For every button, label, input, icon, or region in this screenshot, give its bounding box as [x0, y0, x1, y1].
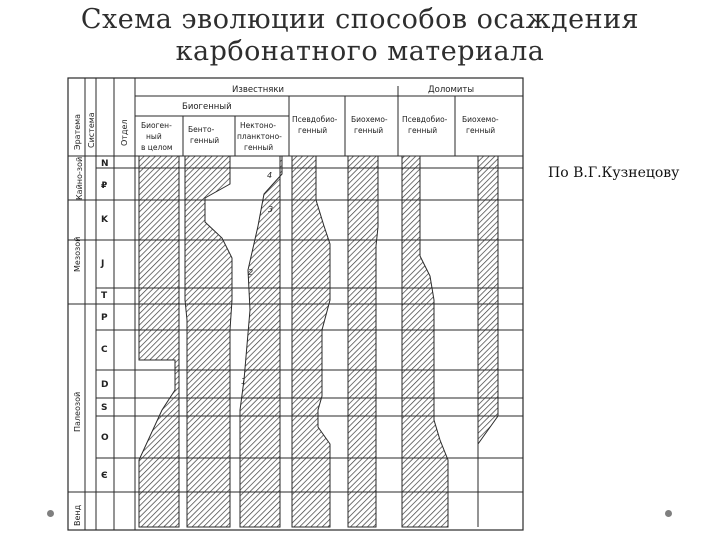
svg-text:генный: генный [244, 143, 274, 152]
header-eratema: Эратема [73, 113, 82, 150]
group-limestones: Известняки [232, 85, 285, 95]
svg-text:C: C [101, 345, 108, 355]
svg-text:3: 3 [268, 205, 274, 214]
svg-text:Биоген-: Биоген- [141, 121, 172, 130]
svg-text:генный: генный [466, 126, 496, 135]
svg-text:Биохемо-: Биохемо- [462, 115, 499, 124]
svg-text:генный: генный [190, 136, 220, 145]
slide-nav-dot-left [47, 510, 54, 517]
group-dolomites: Доломиты [428, 85, 475, 95]
era-label-cenozoic: Кайно-зой [75, 156, 84, 200]
svg-text:4: 4 [267, 171, 273, 180]
svg-text:1: 1 [241, 377, 247, 386]
svg-text:планктоно-: планктоно- [237, 132, 282, 141]
svg-text:D: D [101, 380, 109, 390]
svg-text:O: O [101, 433, 109, 443]
svg-text:N: N [101, 159, 109, 169]
svg-text:K: K [101, 215, 108, 225]
svg-text:генный: генный [408, 126, 438, 135]
column-biochemogenic-lime-shape [348, 156, 378, 527]
header-system: Система [87, 112, 96, 148]
svg-text:генный: генный [354, 126, 384, 135]
svg-text:в целом: в целом [141, 143, 173, 152]
svg-text:2: 2 [248, 268, 254, 277]
svg-text:ный: ный [146, 132, 162, 141]
svg-text:T: T [101, 291, 108, 301]
slide-title-line-1: Схема эволюции способов осаждения [80, 4, 640, 35]
svg-text:генный: генный [298, 126, 328, 135]
svg-text:Псевдобио-: Псевдобио- [402, 115, 448, 124]
svg-text:₽: ₽ [101, 181, 108, 191]
header-division: Отдел [120, 119, 129, 146]
svg-text:Є: Є [101, 471, 108, 481]
svg-text:Псевдобио-: Псевдобио- [292, 115, 338, 124]
svg-text:Нектоно-: Нектоно- [240, 121, 276, 130]
era-label-mesozoic: Мезозой [73, 236, 82, 272]
slide-title-line-2: карбонатного материала [175, 36, 545, 67]
slide-nav-dot-right [665, 510, 672, 517]
column-biogenic-total-shape [139, 156, 179, 527]
author-note: По В.Г.Кузнецову [548, 165, 680, 181]
svg-text:J: J [101, 259, 105, 269]
svg-text:P: P [101, 313, 108, 323]
svg-text:S: S [101, 403, 108, 413]
group-biogenic: Биогенный [182, 102, 232, 112]
svg-text:Биохемо-: Биохемо- [351, 115, 388, 124]
svg-text:Бенто-: Бенто- [188, 125, 215, 134]
era-label-paleozoic: Палеозой [73, 391, 82, 432]
era-label-vendian: Венд [73, 504, 82, 526]
